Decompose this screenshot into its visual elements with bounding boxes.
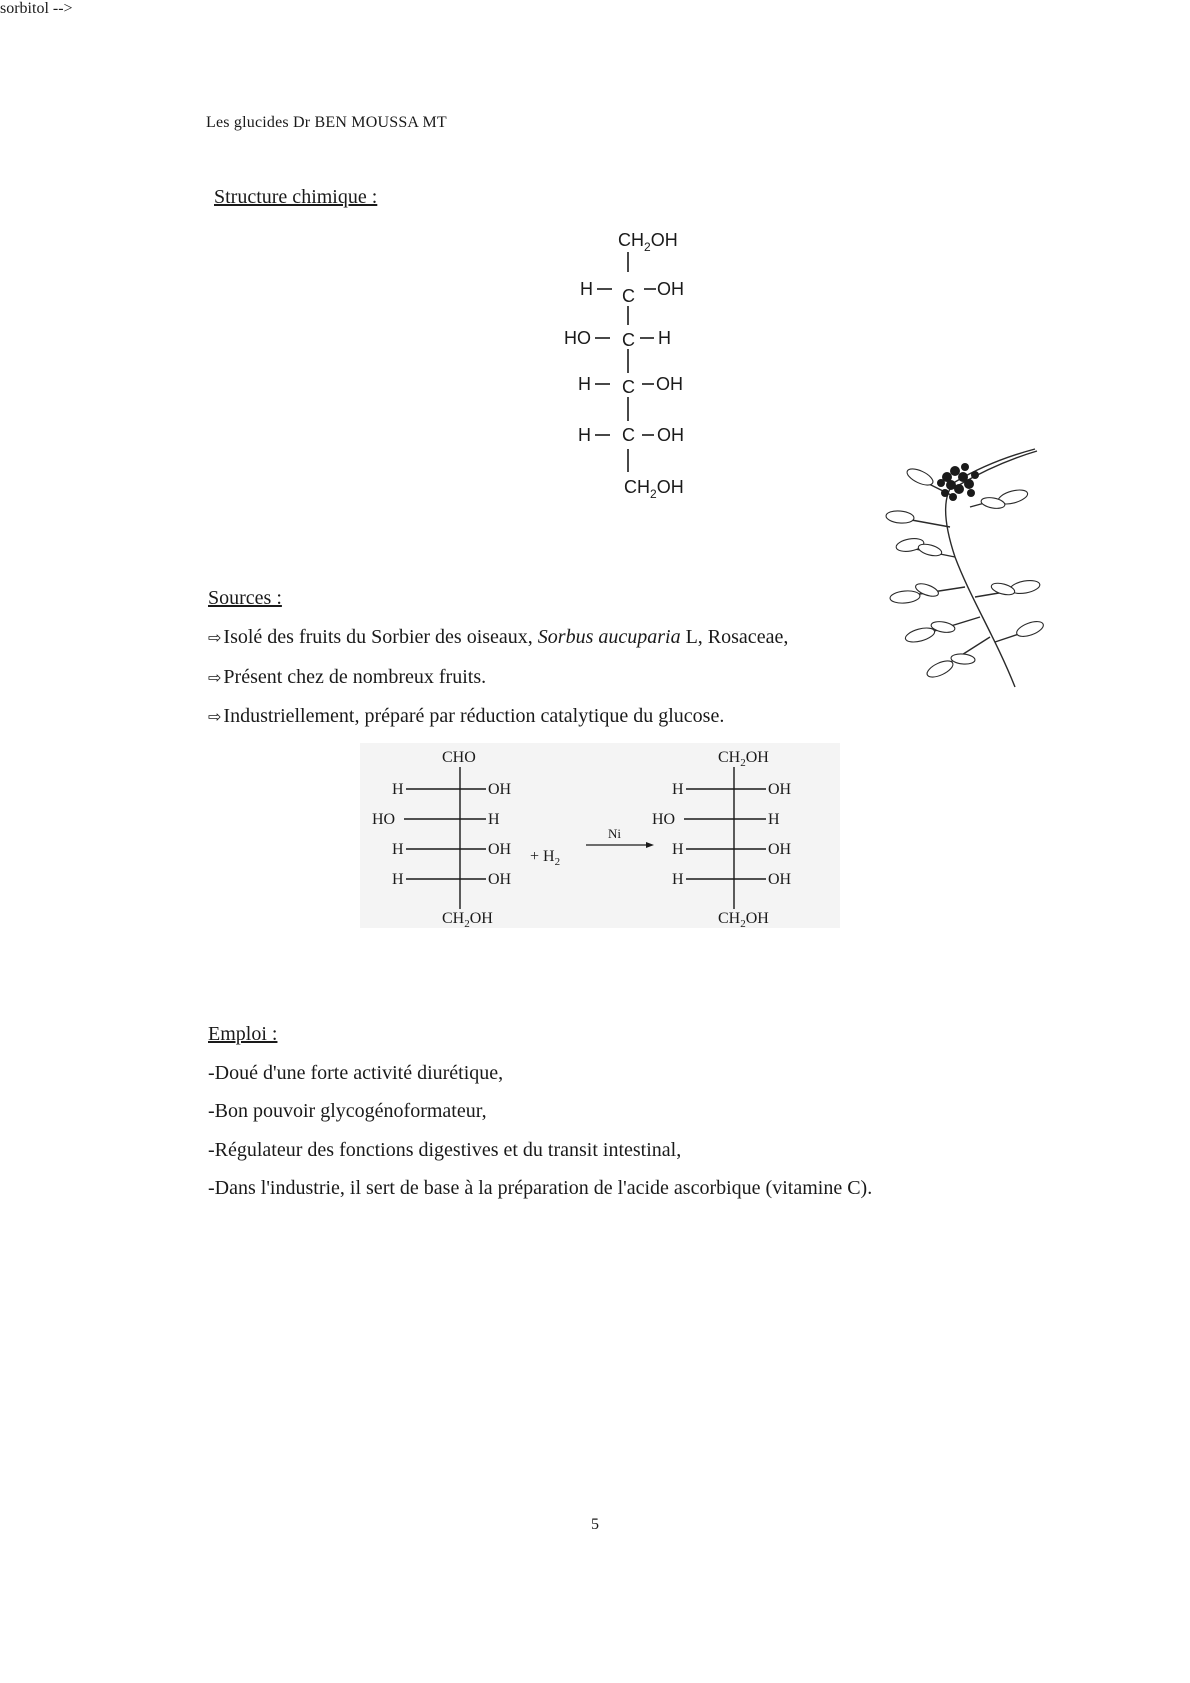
sources-item-1-suffix: L, Rosaceae, bbox=[680, 626, 789, 648]
formula-row4-left: H bbox=[578, 425, 591, 445]
page-header: Les glucides Dr BEN MOUSSA MT bbox=[206, 114, 447, 131]
sources-item-2 bbox=[208, 666, 486, 689]
formula-carbon-3: C bbox=[622, 377, 635, 397]
reactant-row2-right: H bbox=[488, 811, 500, 828]
sources-item-1-prefix: Isolé des fruits du Sorbier des oiseaux, bbox=[223, 626, 538, 648]
product-row4-left: H bbox=[672, 871, 684, 888]
product-row2-right: H bbox=[768, 811, 780, 828]
sources-item-3-text: Industriellement, préparé par réduction catalytique du glucose. bbox=[223, 705, 725, 727]
reactant-bottom-label: $CH_2OH$ bbox=[442, 910, 493, 928]
right-arrow-outline-icon: ⇨ bbox=[208, 668, 222, 687]
emploi-item-1: -Doué d'une forte activité diurétique, bbox=[208, 1062, 504, 1084]
reactant-row1-right: OH bbox=[488, 781, 512, 798]
species-name: Sorbus aucuparia bbox=[537, 626, 681, 648]
product-row2-left: HO bbox=[652, 811, 676, 828]
sources-item-3 bbox=[208, 705, 724, 728]
page-number: 5 bbox=[591, 1516, 599, 1533]
sources-item-2-text: Présent chez de nombreux fruits. bbox=[223, 666, 487, 688]
formula-bottom-label: $CH_2OH$ bbox=[624, 477, 684, 501]
emploi-item-3: -Régulateur des fonctions digestives et du transit intestinal, bbox=[208, 1139, 682, 1161]
product-row4-right: OH bbox=[768, 871, 792, 888]
right-arrow-outline-icon: ⇨ bbox=[208, 707, 222, 726]
emploi-item-2: -Bon pouvoir glycogénoformateur, bbox=[208, 1100, 487, 1122]
reactant-row1-left: H bbox=[392, 781, 404, 798]
sources-heading: Sources : bbox=[208, 587, 282, 609]
formula-row4-right: OH bbox=[657, 425, 684, 445]
sorbitol-formula bbox=[550, 225, 710, 510]
product-row3-right: OH bbox=[768, 841, 792, 858]
reagent-h2: + $H_2$ bbox=[530, 848, 561, 868]
formula-row1-left: H bbox=[580, 279, 593, 299]
sorbus-aucuparia-illustration bbox=[885, 437, 1045, 702]
reactant-top-label: CHO bbox=[442, 749, 476, 766]
formula-carbon-2: C bbox=[622, 330, 635, 350]
structure-heading: Structure chimique : bbox=[214, 186, 378, 208]
formula-top-label: $CH_2OH$ bbox=[618, 230, 678, 254]
reactant-row4-left: H bbox=[392, 871, 404, 888]
formula-row2-right: H bbox=[658, 328, 671, 348]
formula-carbon-4: C bbox=[622, 425, 635, 445]
right-arrow-outline-icon: ⇨ bbox=[208, 628, 222, 647]
reactant-row3-right: OH bbox=[488, 841, 512, 858]
formula-carbon-1: C bbox=[622, 286, 635, 306]
product-row1-left: H bbox=[672, 781, 684, 798]
emploi-item-4: -Dans l'industrie, il sert de base à la préparation de l'acide ascorbique (vitamine C). bbox=[208, 1177, 873, 1199]
product-bottom-label: $CH_2OH$ bbox=[718, 910, 769, 928]
formula-row1-right: OH bbox=[657, 279, 684, 299]
emploi-heading: Emploi : bbox=[208, 1023, 278, 1045]
product-row1-right: OH bbox=[768, 781, 792, 798]
sources-item-1 bbox=[208, 626, 788, 649]
reduction-reaction-scheme bbox=[360, 743, 840, 928]
catalyst-label: Ni bbox=[608, 826, 621, 841]
formula-row3-left: H bbox=[578, 374, 591, 394]
product-row3-left: H bbox=[672, 841, 684, 858]
reactant-row2-left: HO bbox=[372, 811, 396, 828]
product-top-label: $CH_2OH$ bbox=[718, 749, 769, 769]
formula-row3-right: OH bbox=[656, 374, 683, 394]
reactant-row3-left: H bbox=[392, 841, 404, 858]
formula-row2-left: HO bbox=[564, 328, 591, 348]
reactant-row4-right: OH bbox=[488, 871, 512, 888]
